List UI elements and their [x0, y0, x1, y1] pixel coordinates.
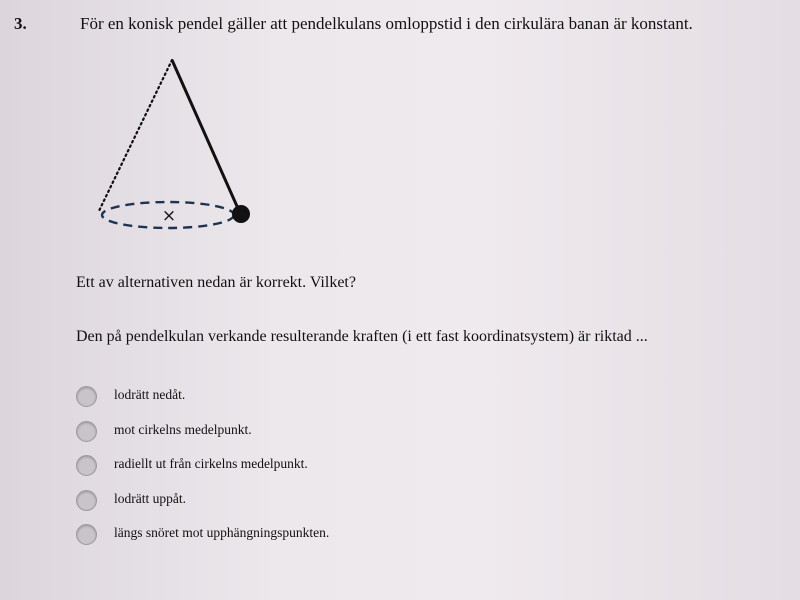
radio-button[interactable]: [76, 490, 97, 511]
question-number: 3.: [14, 14, 27, 33]
radio-button[interactable]: [76, 524, 97, 545]
radio-button[interactable]: [76, 455, 97, 476]
conical-pendulum-figure: [90, 55, 260, 245]
radio-button[interactable]: [76, 386, 97, 407]
radio-button[interactable]: [76, 421, 97, 442]
circle-center-mark: ×: [161, 206, 177, 226]
option-label: radiellt ut från cirkelns medelpunkt.: [114, 456, 308, 471]
dotted-string-line: [98, 60, 172, 213]
prompt-text: Den på pendelkulan verkande resulterande kraften (i ett fast koordinatsystem) är riktad ...: [76, 328, 648, 345]
option-label: längs snöret mot upphängningspunkten.: [114, 525, 330, 540]
pendulum-bob: [232, 205, 250, 223]
option-label: lodrätt uppåt.: [114, 490, 186, 506]
question-text: För en konisk pendel gäller att pendelkulans omloppstid i den cirkulära banan är konstant.: [80, 14, 693, 33]
pendulum-string: [172, 60, 240, 213]
option-label: lodrätt nedåt.: [114, 387, 186, 402]
option-label: mot cirkelns medelpunkt.: [114, 421, 252, 437]
instruction-text: Ett av alternativen nedan är korrekt. Vilket?: [76, 274, 356, 291]
